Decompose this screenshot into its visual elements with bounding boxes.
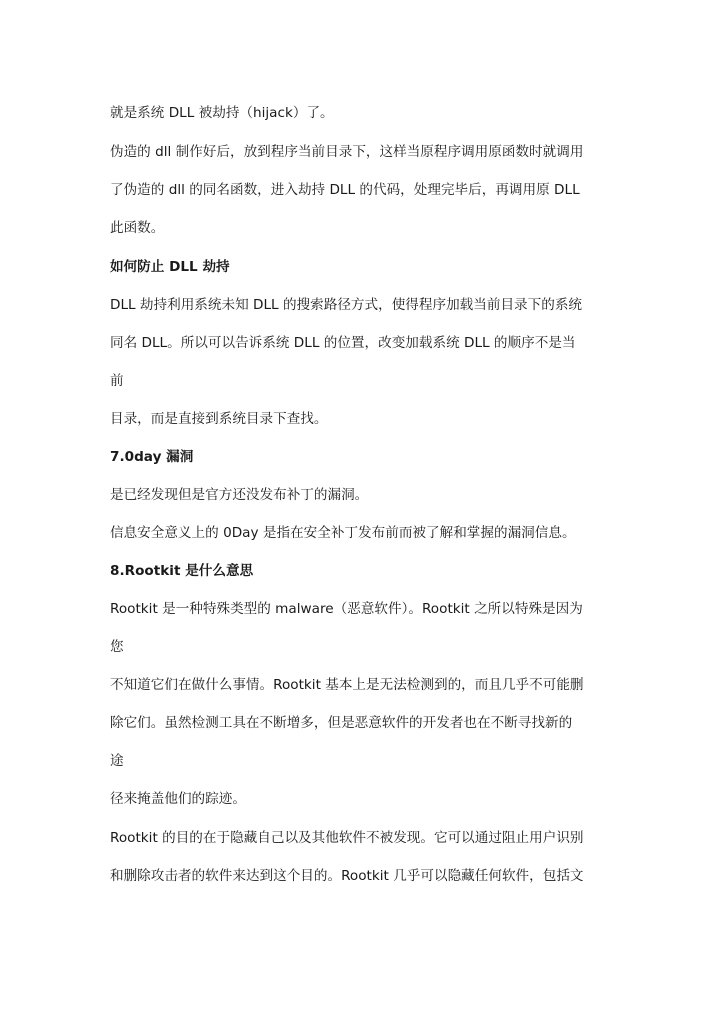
paragraph-line: 信息安全意义上的 0Day 是指在安全补丁发布前而被了解和掌握的漏洞信息。 <box>110 525 576 541</box>
section-heading-0day: 7.0day 漏洞 <box>110 449 194 465</box>
paragraph-line: 就是系统 DLL 被劫持（hijack）了。 <box>110 105 334 121</box>
paragraph-line: 伪造的 dll 制作好后，放到程序当前目录下，这样当原程序调用原函数时就调用 <box>110 144 584 160</box>
paragraph-line: 除它们。虽然检测工具在不断增多，但是恶意软件的开发者也在不断寻找新的 <box>110 715 573 731</box>
paragraph-line: 是已经发现但是官方还没发布补丁的漏洞。 <box>110 487 369 503</box>
paragraph-line: 和删除攻击者的软件来达到这个目的。Rootkit 几乎可以隐藏任何软件，包括文 <box>110 868 584 884</box>
paragraph-line: Rootkit 的目的在于隐藏自己以及其他软件不被发现。它可以通过阻止用户识别 <box>110 830 584 846</box>
paragraph-line: 途 <box>110 753 124 769</box>
paragraph-line: 不知道它们在做什么事情。Rootkit 基本上是无法检测到的，而且几乎不可能删 <box>110 677 584 693</box>
paragraph-line: DLL 劫持利用系统未知 DLL 的搜索路径方式，使得程序加载当前目录下的系统 <box>110 297 583 313</box>
paragraph-line: Rootkit 是一种特殊类型的 malware（恶意软件）。Rootkit 之所以特殊是因为 <box>110 601 583 617</box>
paragraph-line: 此函数。 <box>110 220 165 236</box>
paragraph-line: 了伪造的 dll 的同名函数，进入劫持 DLL 的代码，处理完毕后，再调用原 DLL <box>110 182 580 198</box>
paragraph-line: 目录，而是直接到系统目录下查找。 <box>110 411 328 427</box>
paragraph-line: 前 <box>110 373 124 389</box>
section-heading-dll-prevention: 如何防止 DLL 劫持 <box>110 259 230 275</box>
paragraph-line: 您 <box>110 639 124 655</box>
section-heading-rootkit: 8.Rootkit 是什么意思 <box>110 563 254 579</box>
paragraph-line: 径来掩盖他们的踪迹。 <box>110 791 246 807</box>
paragraph-line: 同名 DLL。所以可以告诉系统 DLL 的位置，改变加载系统 DLL 的顺序不是当 <box>110 335 576 351</box>
